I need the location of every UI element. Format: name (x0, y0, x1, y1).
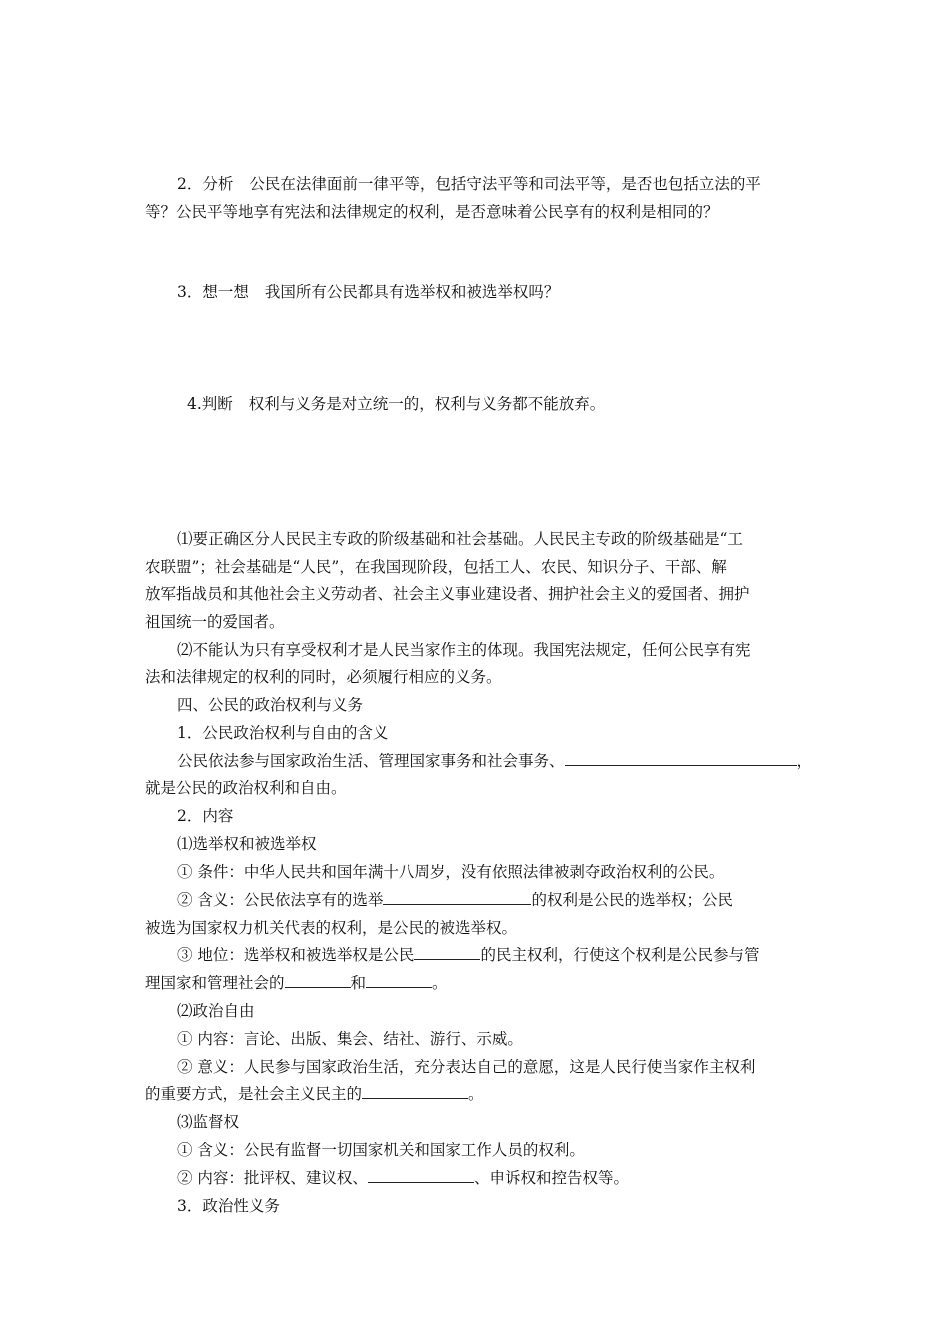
question-3-line (177, 281, 559, 303)
fill-blank-2[interactable] (383, 889, 531, 905)
part-2-significance-line-2 (145, 1083, 484, 1105)
question-2-label: 2．分析 (177, 175, 234, 193)
part-1-status-text: ③ 地位：选举权和被选举权是公民 (177, 946, 415, 964)
part-2-significance-line-1: ② 意义：人民参与国家政治生活，充分表达自己的意愿，这是人民行使当家作主权利 (177, 1058, 756, 1076)
question-4-text: 权利与义务是对立统一的，权利与义务都不能放弃。 (248, 395, 606, 413)
subsection-1-title: 1．公民政治权利与自由的含义 (177, 724, 389, 742)
part-1-meaning-line-1 (177, 889, 733, 911)
part-1-status-line-2 (145, 972, 448, 994)
question-4-line (187, 393, 605, 415)
question-3-text: 我国所有公民都具有选举权和被选举权吗？ (264, 283, 560, 301)
fill-blank-4[interactable] (285, 972, 351, 988)
part-3-content-text-2: 、申诉权和控告权等。 (473, 1169, 629, 1187)
note-1-line-1: ⑴要正确区分人民民主专政的阶级基础和社会基础。人民民主专政的阶级基础是“工 (177, 530, 743, 548)
part-1-status-and: 和 (350, 974, 367, 992)
question-4-label: 4.判断 (187, 395, 233, 413)
part-1-meaning-text: ② 含义：公民依法享有的选举 (177, 891, 384, 909)
part-3-content (177, 1167, 629, 1189)
part-1-status-line-1 (177, 944, 759, 966)
note-2-line-1: ⑵不能认为只有享受权利才是人民当家作主的体现。我国宪法规定，任何公民享有宪 (177, 641, 751, 659)
part-3-content-text: ② 内容：批评权、建议权、 (177, 1169, 368, 1187)
part-3-title: ⑶监督权 (177, 1113, 240, 1131)
part-2-content: ① 内容：言论、出版、集会、结社、游行、示威。 (177, 1030, 523, 1048)
note-1-line-2: 农联盟”；社会基础是“人民”，在我国现阶段，包括工人、农民、知识分子、干部、解 (145, 558, 727, 576)
part-3-meaning: ① 含义：公民有监督一切国家机关和国家工作人员的权利。 (177, 1141, 585, 1159)
part-1-status-period: 。 (432, 974, 448, 992)
fill-blank-6[interactable] (362, 1083, 468, 1099)
part-1-status-text-3: 理国家和管理社会的 (145, 974, 285, 992)
part-2-significance-period: 。 (468, 1085, 484, 1103)
fill-blank-1[interactable] (565, 750, 797, 766)
question-2-line-1 (177, 173, 761, 195)
note-1-line-4: 祖国统一的爱国者。 (145, 613, 285, 631)
fill-blank-7[interactable] (368, 1167, 474, 1183)
question-2-text: 公民在法律面前一律平等，包括守法平等和司法平等，是否也包括立法的平 (249, 175, 761, 193)
part-2-title: ⑵政治自由 (177, 1002, 255, 1020)
note-1-line-3: 放军指战员和其他社会主义劳动者、社会主义事业建设者、拥护社会主义的爱国者、拥护 (145, 585, 750, 603)
note-2-line-2: 法和法律规定的权利的同时，必须履行相应的义务。 (145, 668, 502, 686)
subsection-1-line-2: 就是公民的政治权利和自由。 (145, 779, 347, 797)
subsection-2-title: 2．内容 (177, 807, 234, 825)
part-1-status-text-2: 的民主权利，行使这个权利是公民参与管 (480, 946, 760, 964)
part-1-condition: ① 条件：中华人民共和国年满十八周岁，没有依照法律被剥夺政治权利的公民。 (177, 863, 725, 881)
question-3-label: 3．想一想 (177, 283, 249, 301)
part-1-title: ⑴选举权和被选举权 (177, 835, 317, 853)
part-2-significance-text: 的重要方式，是社会主义民主的 (145, 1085, 363, 1103)
subsection-1-line-1 (177, 750, 812, 772)
subsection-1-text: 公民依法参与国家政治生活、管理国家事务和社会事务、 (177, 752, 565, 770)
fill-blank-3[interactable] (414, 944, 480, 960)
fill-blank-5[interactable] (366, 972, 432, 988)
part-1-meaning-text-2: 的权利是公民的选举权；公民 (531, 891, 733, 909)
question-2-line-2: 等？公民平等地享有宪法和法律规定的权利，是否意味着公民享有的权利是相同的？ (145, 203, 719, 221)
subsection-1-punct: ， (796, 752, 813, 770)
section-title: 四、公民的政治权利与义务 (177, 696, 364, 714)
subsection-3-title: 3．政治性义务 (177, 1197, 280, 1215)
part-1-meaning-line-2: 被选为国家权力机关代表的权利，是公民的被选举权。 (145, 919, 518, 937)
